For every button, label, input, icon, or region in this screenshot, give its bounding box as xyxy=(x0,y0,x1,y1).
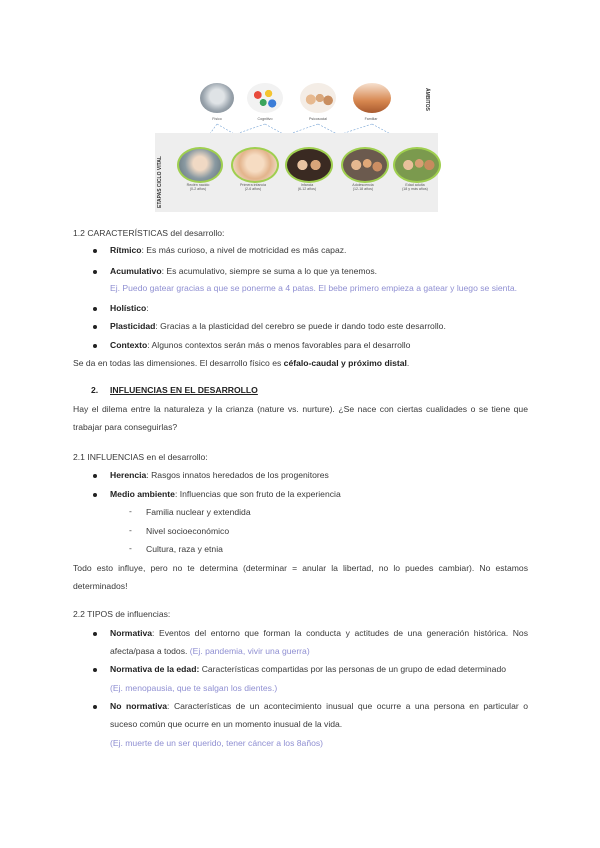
subitem-cultura: Cultura, raza y etnia xyxy=(146,544,223,554)
development-diagram xyxy=(155,80,438,212)
bullet xyxy=(93,668,97,672)
example-normativa-edad: (Ej. menopausia, que te salgan los dientes.) xyxy=(110,683,278,693)
etapa-label-4a: Adolescencia xyxy=(352,183,374,187)
note-influye-line1: Todo esto influye, pero no te determina (determinar = anular la libertad, no lo puedes cambiar). No estamos xyxy=(73,563,528,573)
etapa-recien-nacido-image xyxy=(177,147,223,183)
list-item-acumulativo xyxy=(110,265,377,277)
etapa-edad-adulta-image xyxy=(393,147,441,183)
bullet xyxy=(93,474,97,478)
heading-pre: 2.1 INFLUENCIAS xyxy=(73,452,145,462)
list-item-contexto xyxy=(110,339,410,351)
ambito-label-familiar: Familiar xyxy=(364,117,378,121)
etapa-label-3a: Infancia xyxy=(300,183,314,187)
list-item-medio-ambiente xyxy=(110,488,341,500)
summary-bold: céfalo-caudal y próximo distal xyxy=(283,358,407,368)
note-influye-line2: determinados! xyxy=(73,581,128,591)
desc: : Eventos del entorno que forman la conducta y actitudes de una generación histórica. Nos xyxy=(152,628,528,638)
etapa-label-5b: (18 y más años) xyxy=(402,187,428,191)
bullet xyxy=(93,249,97,253)
summary-pre: Se da en todas las dimensiones. El desarrollo físico es xyxy=(73,358,284,368)
list-item-herencia xyxy=(110,469,329,481)
desc: : Rasgos innatos heredados de los progenitores xyxy=(146,470,329,480)
dash: - xyxy=(129,543,132,553)
section-heading-influencias: INFLUENCIAS EN EL DESARROLLO xyxy=(110,385,258,395)
subitem-nivel: Nivel socioeconómico xyxy=(146,526,230,536)
desc: : Influencias que son fruto de la experiencia xyxy=(174,489,341,499)
section-heading-caracteristicas: 1.2 CARACTERÍSTICAS del desarrollo: xyxy=(73,228,225,238)
summary-desarrollo xyxy=(73,357,409,369)
etapa-label-2a: Primera infancia xyxy=(240,183,266,187)
dash: - xyxy=(129,525,132,535)
paragraph-dilema-line1: Hay el dilema entre la naturaleza y la crianza (nature vs. nurture). ¿Se nace con ciertas cualidades o se tiene que xyxy=(73,404,528,414)
term: No normativa xyxy=(110,701,168,711)
desc: : Características de un acontecimiento inusual que ocurre a una persona en particular o xyxy=(167,701,528,711)
section-heading-influencias-desarrollo xyxy=(73,451,208,463)
term: Contexto xyxy=(110,340,148,350)
etapa-label-2b: (2-6 años) xyxy=(244,187,262,191)
subitem-familia: Familia nuclear y extendida xyxy=(146,507,251,517)
term: Normativa de la edad: xyxy=(110,664,200,674)
example-no-normativa: (Ej. muerte de un ser querido, tener cáncer a los 8años) xyxy=(110,738,324,748)
list-item-normativa-line1 xyxy=(110,627,528,639)
etapa-label-5a: Edad adulta xyxy=(405,183,425,187)
ambito-label-fisico: Físico xyxy=(212,117,222,121)
term: Acumulativo xyxy=(110,266,162,276)
etapa-infancia-image xyxy=(285,147,333,183)
etapa-primera-infancia-image xyxy=(231,147,279,183)
desc: Características compartidas por las personas de un grupo de edad determinado xyxy=(199,664,506,674)
bullet xyxy=(93,493,97,497)
list-item-ritmico xyxy=(110,244,346,256)
etapa-label-1b: (0-2 años) xyxy=(189,187,207,191)
list-item-no-normativa-line1 xyxy=(110,700,528,712)
section-heading-tipos: 2.2 TIPOS de influencias: xyxy=(73,609,171,619)
term: Plasticidad xyxy=(110,321,156,331)
etapa-label-1a: Recién nacido xyxy=(186,183,210,187)
section-number-2: 2. xyxy=(91,385,99,395)
ambito-label-psicosocial: Psicosocial xyxy=(309,117,327,121)
summary-post: . xyxy=(406,358,410,368)
etapa-label-3b: (6-12 años) xyxy=(297,187,317,191)
bullet xyxy=(93,307,97,311)
term: Rítmico xyxy=(110,245,142,255)
desc: : xyxy=(146,303,149,313)
ambitos-vertical-label: ÁMBITOS xyxy=(424,88,430,111)
desc: : Gracias a la plasticidad del cerebro se puede ir dando todo este desarrollo. xyxy=(155,321,446,331)
desc: : Es acumulativo, siempre se suma a lo que ya tenemos. xyxy=(161,266,378,276)
list-item-no-normativa-line2: suceso común que ocurre en un momento inusual de la vida. xyxy=(110,719,343,729)
desc: afecta/pasa a todos. xyxy=(110,646,188,656)
etapa-adolescencia-image xyxy=(341,147,389,183)
etapas-vertical-label: ETAPAS CICLO VITAL xyxy=(157,156,163,208)
example-acumulativo: Ej. Puedo gatear gracias a que se ponerme a 4 patas. El bebe primero empieza a gatear y luego se sienta. xyxy=(110,283,518,293)
bullet xyxy=(93,325,97,329)
example: (Ej. pandemia, vivir una guerra) xyxy=(189,646,310,656)
term: Normativa xyxy=(110,628,153,638)
bullet xyxy=(93,344,97,348)
list-item-plasticidad xyxy=(110,320,446,332)
desc: : Algunos contextos serán más o menos favorables para el desarrollo xyxy=(147,340,411,350)
bullet xyxy=(93,705,97,709)
bullet xyxy=(93,632,97,636)
bullet xyxy=(93,270,97,274)
list-item-normativa-line2 xyxy=(110,645,310,657)
list-item-holistico xyxy=(110,302,149,314)
ambito-label-cognitivo: Cognitivo xyxy=(257,117,273,121)
desc: : Es más curioso, a nivel de motricidad es más capaz. xyxy=(141,245,347,255)
term: Holístico xyxy=(110,303,147,313)
list-item-normativa-edad xyxy=(110,663,506,675)
heading-post: en el desarrollo: xyxy=(144,452,208,462)
term: Herencia xyxy=(110,470,147,480)
dash: - xyxy=(129,506,132,516)
etapa-label-4b: (12-18 años) xyxy=(352,187,374,191)
paragraph-dilema-line2: trabajar para conseguirlas? xyxy=(73,422,178,432)
term: Medio ambiente xyxy=(110,489,175,499)
